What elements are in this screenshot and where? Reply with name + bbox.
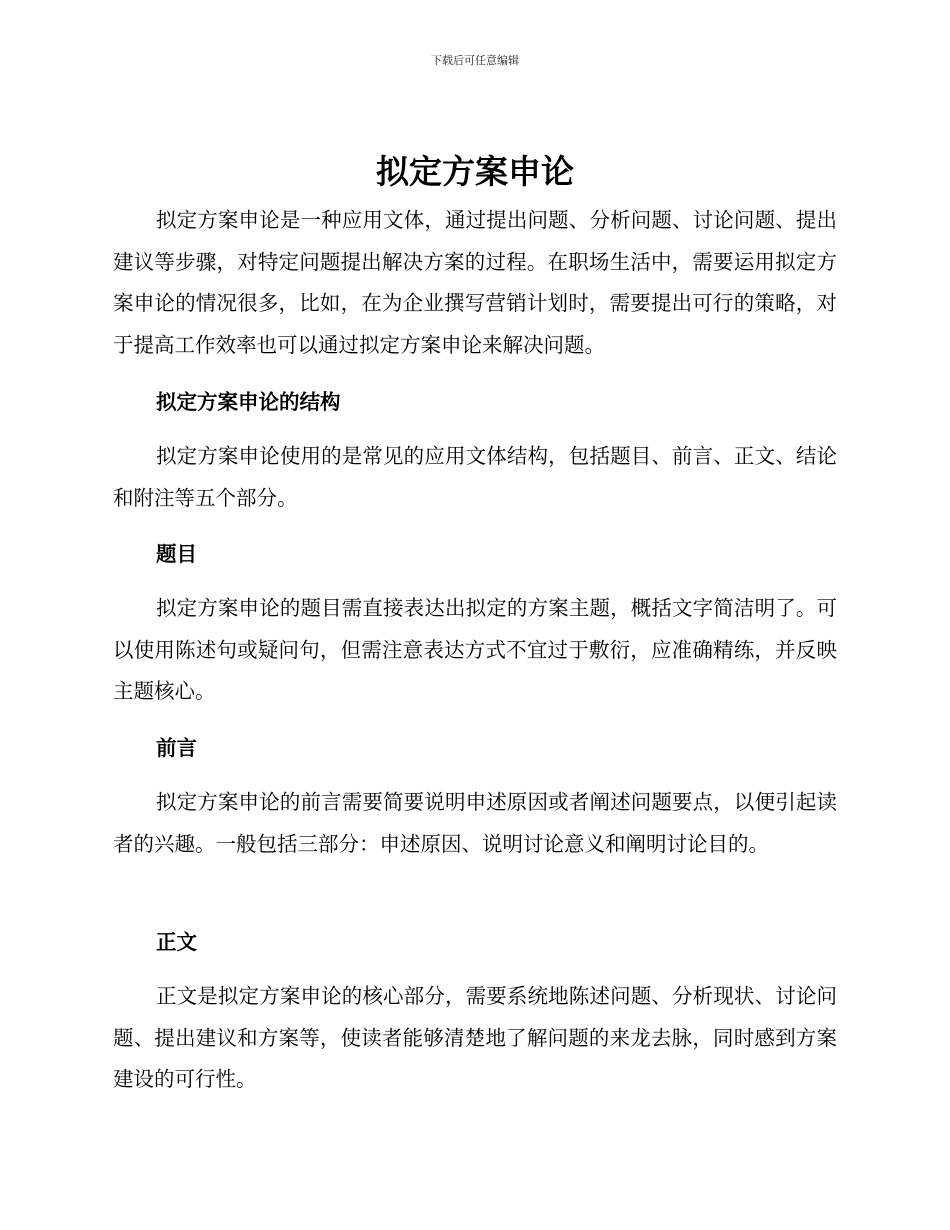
section-heading-preface: 前言 [156,736,197,760]
section-heading-title: 题目 [156,542,197,566]
section-body-title: 拟定方案申论的题目需直接表达出拟定的方案主题，概括文字简洁明了。可以使用陈述句或疑问句，但需注意表达方式不宜过于敷衍，应准确精练，并反映主题核心。 [113,596,837,704]
section-body-structure: 拟定方案申论使用的是常见的应用文体结构，包括题目、前言、正文、结论和附注等五个部分。 [113,444,837,510]
document-title: 拟定方案申论 [376,152,574,191]
intro-paragraph: 拟定方案申论是一种应用文体，通过提出问题、分析问题、讨论问题、提出建议等步骤，对特定问题提出解决方案的过程。在职场生活中，需要运用拟定方案申论的情况很多，比如，在为企业撰写营销计划时，需要提出可行的策略，对于提高工作效率也可以通过拟定方案申论来解决问题。 [113,208,837,357]
section-body-main-body: 正文是拟定方案申论的核心部分，需要系统地陈述问题、分析现状、讨论问题、提出建议和方案等，使读者能够清楚地了解问题的来龙去脉，同时感到方案建设的可行性。 [113,984,837,1092]
section-heading-structure: 拟定方案申论的结构 [156,390,341,414]
section-body-preface: 拟定方案申论的前言需要简要说明申述原因或者阐述问题要点，以便引起读者的兴趣。一般包括三部分：申述原因、说明讨论意义和阐明讨论目的。 [113,790,837,856]
header-note: 下载后可任意编辑 [431,54,519,67]
section-heading-main-body: 正文 [156,930,197,954]
